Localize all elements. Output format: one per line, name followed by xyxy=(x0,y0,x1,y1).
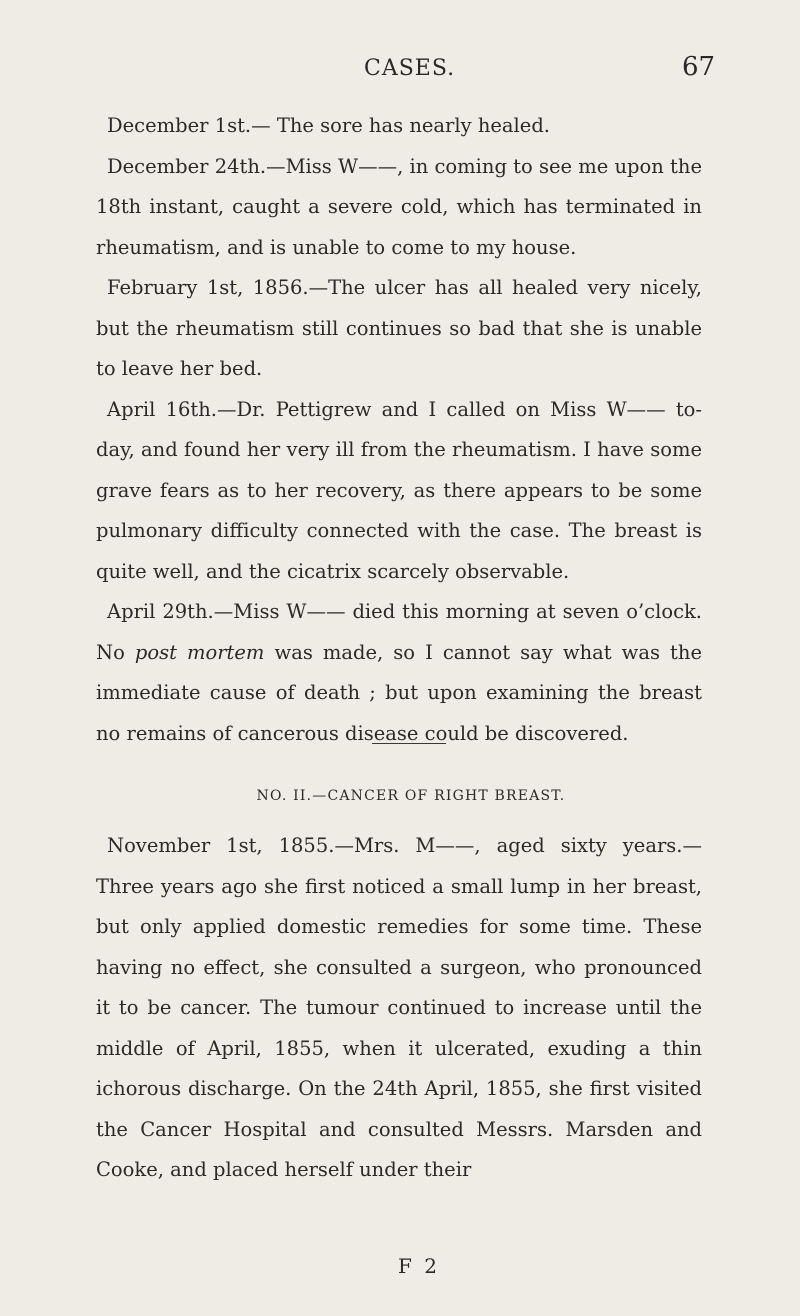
paragraph-december-1st: December 1st.— The sore has nearly healed. xyxy=(107,114,550,137)
paragraph-november-1st: November 1st, 1855.—Mrs. M——, aged sixty years.— Three years ago she first noticed a small lump in her breast, but only applied domestic remedies for some time. These having no effect, she consulted a surgeon, who pronounced it to be cancer. The tumour continued to increase until the middle of April, 1855, when it ulcerated, exuding a thin ichorous discharge. On the 24th April, 1855, she first visited the Cancer Hospital and consulted Messrs. Marsden and Cooke, and placed herself under their xyxy=(96,834,702,1181)
paragraph-april-16th: April 16th.—Dr. Pettigrew and I called on Miss W—— to-day, and found her very ill from the rheumatism. I have some grave fears as to her recovery, as there appears to be some pulmonary difficulty connected with the case. The breast is quite well, and the cicatrix scarcely observable. xyxy=(96,397,702,583)
paragraph-february-1st: February 1st, 1856.—The ulcer has all healed very nicely, but the rheumatism still continues so bad that she is unable to leave her bed. xyxy=(96,276,702,380)
running-title: CASES. xyxy=(364,56,456,81)
april-29th-text-end: was made, so I cannot say what was the immediate cause of death ; but upon examining the breast no remains of cancerous disease could be discovered. xyxy=(96,640,702,745)
running-head xyxy=(0,52,800,92)
paragraph-april-29th xyxy=(96,592,702,754)
page-number: 67 xyxy=(682,52,716,82)
section-divider xyxy=(372,743,446,744)
paragraph-december-24th: December 24th.—Miss W——, in coming to see me upon the 18th instant, caught a severe cold, which has terminated in rheumatism, and is unable to come to my house. xyxy=(96,154,702,259)
signature-mark: F 2 xyxy=(398,1254,440,1278)
post-mortem-italic: post mortem xyxy=(134,640,265,664)
case-notes-continued xyxy=(96,106,702,754)
case-two-notes xyxy=(96,826,702,1191)
april-29th-text-start: April 29th.—Miss W—— died this morning at seven o’clock. No xyxy=(96,600,702,664)
section-heading-text: NO. II.—CANCER OF RIGHT BREAST. xyxy=(256,788,566,804)
section-heading xyxy=(0,788,800,804)
